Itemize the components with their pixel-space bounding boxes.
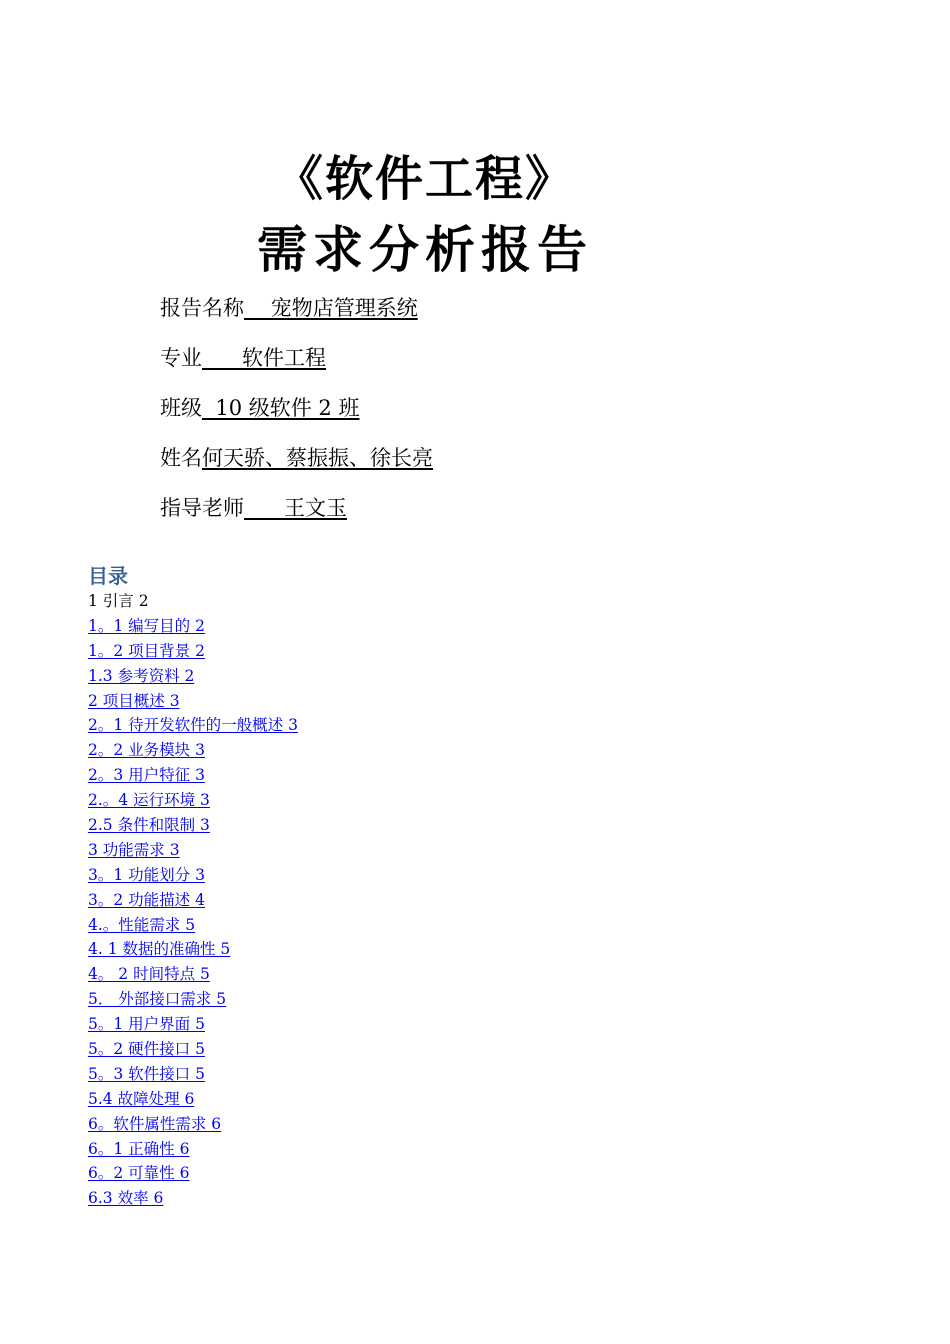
toc-item xyxy=(88,764,298,789)
major-label: 专业 xyxy=(160,346,202,370)
toc-item xyxy=(88,714,298,739)
toc-item xyxy=(88,665,298,690)
toc-entry-text: 1 引言 2 xyxy=(88,592,149,610)
toc-item xyxy=(88,640,298,665)
toc-link[interactable]: 3。1 功能划分 3 xyxy=(88,865,205,884)
toc-link[interactable]: 5。1 用户界面 5 xyxy=(88,1015,205,1034)
document-title-line-1: 《软件工程》 xyxy=(274,151,575,207)
toc-link[interactable]: 2。3 用户特征 3 xyxy=(88,766,205,785)
toc-link[interactable]: 1。2 项目背景 2 xyxy=(88,641,205,660)
toc-link[interactable]: 6。软件属性需求 6 xyxy=(88,1114,222,1133)
toc-item xyxy=(88,864,298,889)
class-row xyxy=(160,392,359,422)
toc-link[interactable]: 2.5 条件和限制 3 xyxy=(88,816,210,835)
toc-link[interactable]: 5。3 软件接口 5 xyxy=(88,1064,205,1083)
toc-item xyxy=(88,1113,298,1138)
toc-link[interactable]: 2。1 待开发软件的一般概述 3 xyxy=(88,716,298,735)
toc-item xyxy=(88,1162,298,1187)
report-name-label: 报告名称 xyxy=(160,296,244,320)
toc-item xyxy=(88,889,298,914)
class-label: 班级 xyxy=(160,396,202,420)
toc-link[interactable]: 5。2 硬件接口 5 xyxy=(88,1040,205,1059)
toc-link[interactable]: 4。 2 时间特点 5 xyxy=(88,965,210,984)
toc-link[interactable]: 4.。性能需求 5 xyxy=(88,915,196,934)
table-of-contents xyxy=(88,590,298,1212)
class-value: 10 级软件 2 班 xyxy=(202,396,360,420)
toc-link[interactable]: 2.。4 运行环境 3 xyxy=(88,791,210,810)
toc-link[interactable]: 1。1 编写目的 2 xyxy=(88,616,205,635)
teacher-value: 王文玉 xyxy=(244,496,348,520)
toc-item xyxy=(88,690,298,715)
toc-item xyxy=(88,963,298,988)
toc-link[interactable]: 2 项目概述 3 xyxy=(88,691,180,710)
toc-link[interactable]: 2。2 业务模块 3 xyxy=(88,741,205,760)
toc-link[interactable]: 5． 外部接口需求 5 xyxy=(88,990,227,1009)
document-title-line-2: 需求分析报告 xyxy=(257,221,593,279)
toc-item xyxy=(88,938,298,963)
toc-link[interactable]: 4. 1 数据的准确性 5 xyxy=(88,940,231,959)
toc-item xyxy=(88,1187,298,1212)
toc-item xyxy=(88,739,298,764)
report-name-value: 宠物店管理系统 xyxy=(244,296,418,320)
report-name-row xyxy=(160,292,418,322)
toc-item xyxy=(88,914,298,939)
toc-item xyxy=(88,1138,298,1163)
toc-link[interactable]: 6.3 效率 6 xyxy=(88,1189,164,1208)
toc-item xyxy=(88,839,298,864)
toc-item xyxy=(88,1063,298,1088)
name-value: 何天骄、蔡振振、徐长亮 xyxy=(202,446,433,470)
toc-item xyxy=(88,988,298,1013)
toc-link[interactable]: 5.4 故障处理 6 xyxy=(88,1089,195,1108)
teacher-label: 指导老师 xyxy=(160,496,244,520)
name-label: 姓名 xyxy=(160,446,202,470)
toc-item xyxy=(88,814,298,839)
toc-item xyxy=(88,1088,298,1113)
toc-link[interactable]: 6。1 正确性 6 xyxy=(88,1139,190,1158)
toc-item xyxy=(88,1038,298,1063)
major-row xyxy=(160,342,326,372)
toc-heading: 目录 xyxy=(88,564,128,588)
toc-link[interactable]: 3。2 功能描述 4 xyxy=(88,890,205,909)
toc-item xyxy=(88,615,298,640)
toc-item xyxy=(88,1013,298,1038)
toc-item xyxy=(88,590,298,615)
toc-link[interactable]: 6。2 可靠性 6 xyxy=(88,1164,190,1183)
teacher-row xyxy=(160,492,347,522)
toc-item xyxy=(88,789,298,814)
major-value: 软件工程 xyxy=(202,346,327,370)
toc-link[interactable]: 3 功能需求 3 xyxy=(88,840,180,859)
name-row xyxy=(160,442,433,472)
toc-link[interactable]: 1.3 参考资料 2 xyxy=(88,666,195,685)
